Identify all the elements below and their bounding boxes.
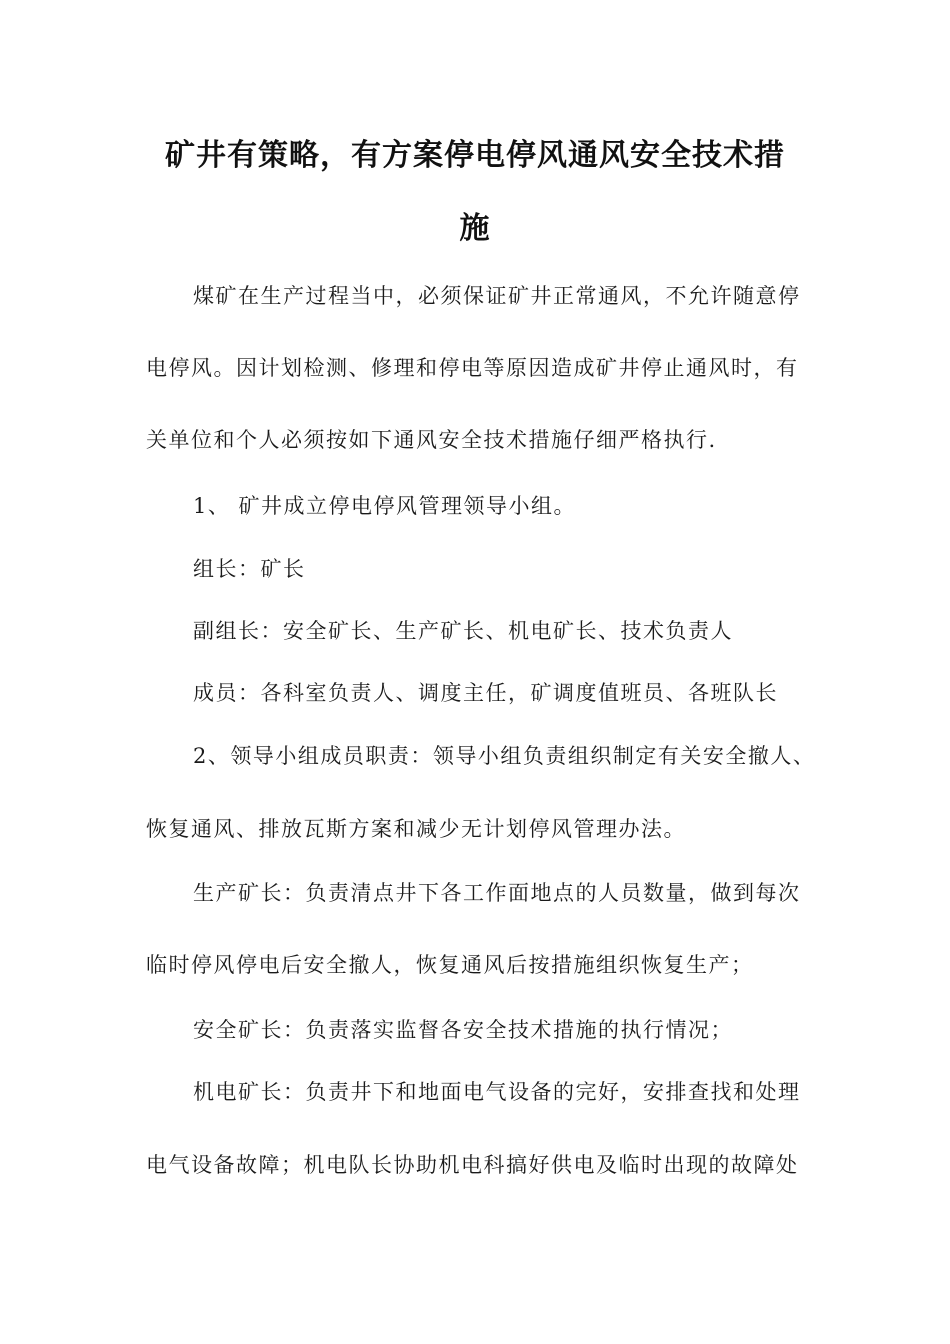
paragraph-line: 副组长：安全矿长、生产矿长、机电矿长、技术负责人 [193,619,733,643]
paragraph-line: 生产矿长：负责清点井下各工作面地点的人员数量，做到每次 [193,881,801,905]
paragraph-line: 电气设备故障；机电队长协助机电科搞好供电及临时出现的故障处 [146,1153,799,1177]
paragraph-line: 煤矿在生产过程当中，必须保证矿井正常通风，不允许随意停 [193,284,801,308]
paragraph-line: 关单位和个人必须按如下通风安全技术措施仔细严格执行. [146,428,717,452]
document-title-line-1: 矿井有策略，有方案停电停风通风安全技术措 [165,138,785,173]
paragraph-line: 组长：矿长 [193,557,306,581]
document-title-line-2: 施 [459,211,491,246]
paragraph-line: 临时停风停电后安全撤人，恢复通风后按措施组织恢复生产； [146,953,754,977]
paragraph-line: 安全矿长：负责落实监督各安全技术措施的执行情况； [193,1018,733,1042]
paragraph-line: 恢复通风、排放瓦斯方案和减少无计划停风管理办法。 [146,817,686,841]
paragraph-line: 电停风。因计划检测、修理和停电等原因造成矿井停止通风时，有 [146,356,799,380]
list-item-heading: 1、 矿井成立停电停风管理领导小组。 [193,494,577,518]
paragraph-line: 成员：各科室负责人、调度主任，矿调度值班员、各班队长 [193,681,778,705]
paragraph-line: 机电矿长：负责井下和地面电气设备的完好，安排查找和处理 [193,1080,801,1104]
list-item-heading: 2、领导小组成员职责：领导小组负责组织制定有关安全撤人、 [193,744,816,768]
